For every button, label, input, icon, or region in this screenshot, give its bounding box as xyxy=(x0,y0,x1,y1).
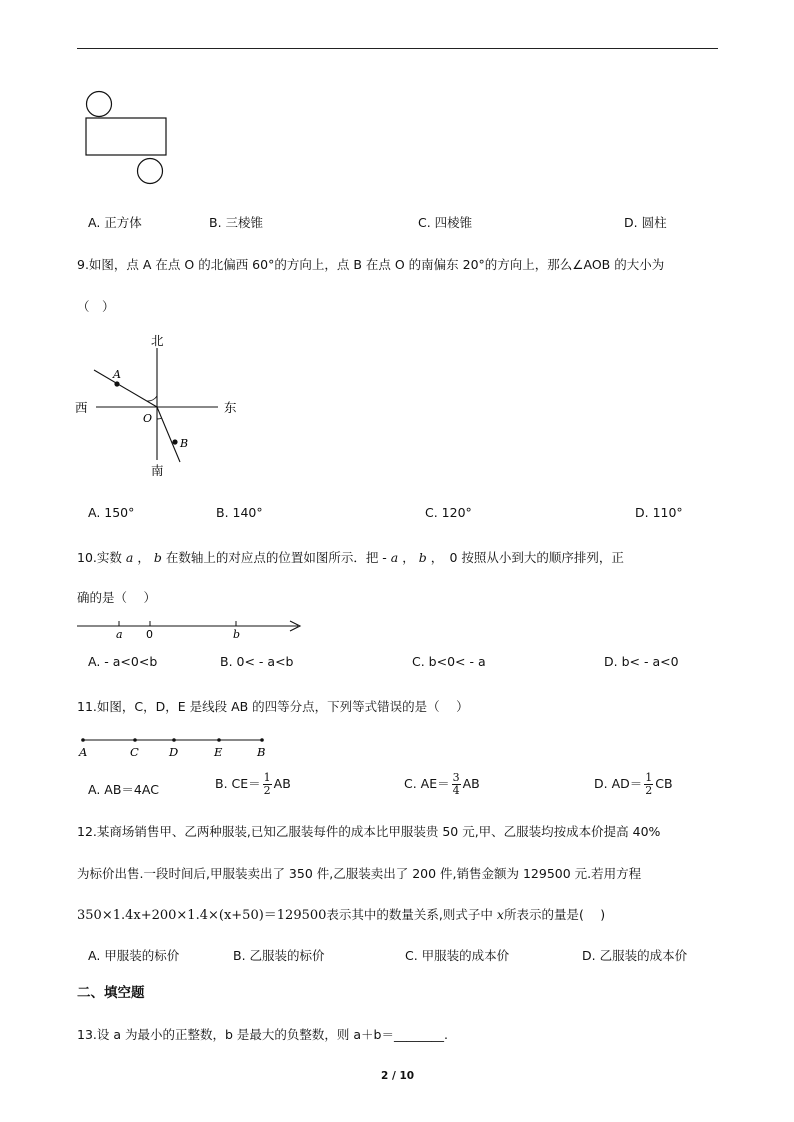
q8-option-a: A. 正方体 xyxy=(88,215,142,230)
bottom-circle xyxy=(138,159,163,184)
q12-option-d: D. 乙服装的成本价 xyxy=(582,948,688,963)
point-label-e: E xyxy=(214,745,223,759)
q10-stem-line2: 确的是（ ） xyxy=(77,590,156,605)
compass-figure xyxy=(72,328,252,488)
page-number: 2 / 10 xyxy=(381,1070,415,1082)
point-label-c: C xyxy=(130,745,139,759)
axis-label-zero: 0 xyxy=(146,628,153,641)
east-label: 东 xyxy=(224,400,237,415)
point-label-a: A xyxy=(79,745,88,759)
q12-option-c: C. 甲服装的成本价 xyxy=(405,948,510,963)
point-label-b: B xyxy=(257,745,266,759)
segment-figure xyxy=(76,734,276,760)
q11-option-a: A. AB＝4AC xyxy=(88,782,159,797)
section-title: 二、填空题 xyxy=(77,985,145,1001)
q8-option-b: B. 三棱锥 xyxy=(209,215,264,230)
q8-option-d: D. 圆柱 xyxy=(624,215,667,230)
q12-option-b: B. 乙服装的标价 xyxy=(233,948,325,963)
q11-stem: 11.如图，C，D，E 是线段 AB 的四等分点，下列等式错误的是（ ） xyxy=(77,699,469,714)
number-line-figure xyxy=(74,614,306,644)
q10-option-b: B. 0< - a<b xyxy=(220,654,294,669)
axis-label-a: a xyxy=(116,628,123,641)
q12-option-a: A. 甲服装的标价 xyxy=(88,948,180,963)
point-b xyxy=(172,439,177,444)
q12-line2: 为标价出售.一段时间后,甲服装卖出了 350 件,乙服装卖出了 200 件,销售金额为 129500 元.若用方程 xyxy=(77,866,642,881)
point-a xyxy=(114,381,119,386)
three-view-figure xyxy=(80,88,172,188)
q9-paren: （ ） xyxy=(77,299,115,314)
point-label-d: D xyxy=(169,745,179,759)
q9-option-a: A. 150° xyxy=(88,505,135,520)
q9-stem: 9.如图，点 A 在点 O 的北偏西 60°的方向上，点 B 在点 O 的南偏东 20°的方向上，那么∠AOB 的大小为 xyxy=(77,257,665,272)
view-rectangle xyxy=(86,118,166,155)
north-label: 北 xyxy=(151,333,164,348)
q10-option-d: D. b< - a<0 xyxy=(604,654,679,669)
q10-option-c: C. b<0< - a xyxy=(412,654,486,669)
q11-option-c: C. AE＝ $\frac{3}{4}$ AB xyxy=(404,771,480,797)
q8-option-c: C. 四棱锥 xyxy=(418,215,473,230)
q9-option-b: B. 140° xyxy=(216,505,263,520)
q11-option-d: D. AD＝ $\frac{1}{2}$ CB xyxy=(594,771,673,797)
q12-equation: 350×1.4x+200×1.4×(x+50)＝129500 xyxy=(77,908,327,923)
label-o: O xyxy=(143,412,153,425)
q10-stem: 10.实数 a ， b 在数轴上的对应点的位置如图所示．把 - a ， b ， 0 按照从小到大的顺序排列，正 xyxy=(77,550,624,565)
label-a: A xyxy=(113,368,121,381)
label-b: B xyxy=(180,437,189,450)
header-rule xyxy=(77,48,718,49)
axis-label-b: b xyxy=(233,628,241,641)
q10-option-a: A. - a<0<b xyxy=(88,654,158,669)
q13-stem: 13.设 a 为最小的正整数，b 是最大的负整数，则 a＋b＝________. xyxy=(77,1027,448,1042)
q9-option-c: C. 120° xyxy=(425,505,472,520)
top-circle xyxy=(87,92,112,117)
south-label: 南 xyxy=(151,463,164,478)
ray-ob xyxy=(157,407,180,462)
q12-line1: 12.某商场销售甲、乙两种服装,已知乙服装每件的成本比甲服装贵 50 元,甲、乙服装均按成本价提高 40% xyxy=(77,824,661,839)
q11-option-b: B. CE＝ $\frac{1}{2}$ AB xyxy=(215,771,291,797)
q12-line3: 350×1.4x+200×1.4×(x+50)＝129500表示其中的数量关系,则式子中 x所表示的量是( ) xyxy=(77,907,606,923)
q9-option-d: D. 110° xyxy=(635,505,683,520)
west-label: 西 xyxy=(75,400,88,415)
